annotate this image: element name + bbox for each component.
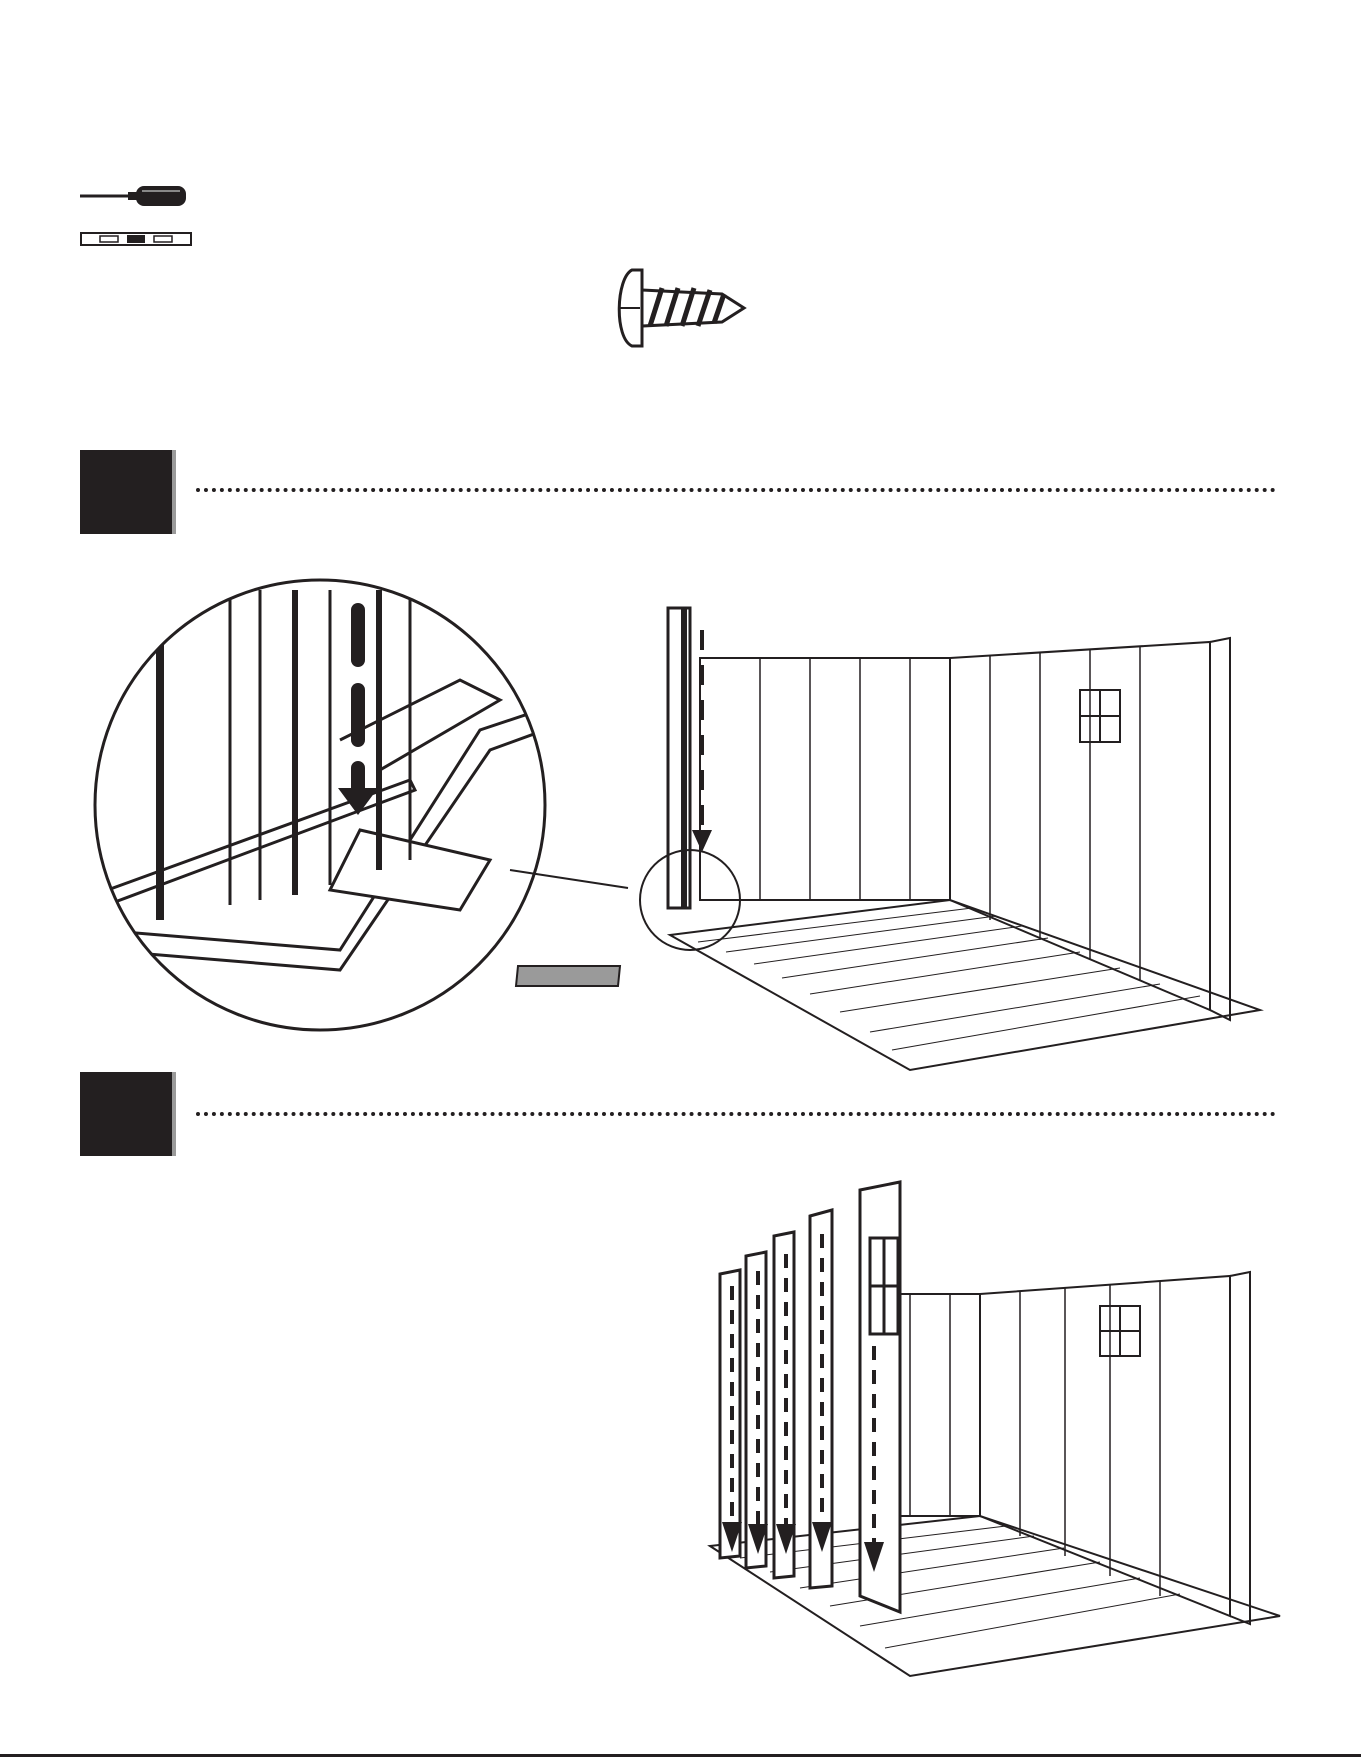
gray-plank bbox=[516, 966, 620, 986]
shed-floor bbox=[670, 900, 1260, 1070]
step-1-badge bbox=[80, 450, 172, 534]
step-1-divider bbox=[196, 488, 1276, 492]
level-icon bbox=[80, 232, 192, 246]
step-2-badge bbox=[80, 1072, 172, 1156]
step-1-panel bbox=[668, 608, 712, 908]
bottom-rule bbox=[0, 1754, 1361, 1757]
screwdriver-icon bbox=[78, 182, 188, 210]
step-2-illustration bbox=[710, 1176, 1290, 1676]
step-2-divider bbox=[196, 1112, 1276, 1116]
shed-walls bbox=[870, 1272, 1250, 1624]
pan-head-screw-icon bbox=[610, 268, 748, 348]
shed-walls bbox=[700, 638, 1230, 1020]
step-1-illustration bbox=[80, 590, 1280, 1080]
